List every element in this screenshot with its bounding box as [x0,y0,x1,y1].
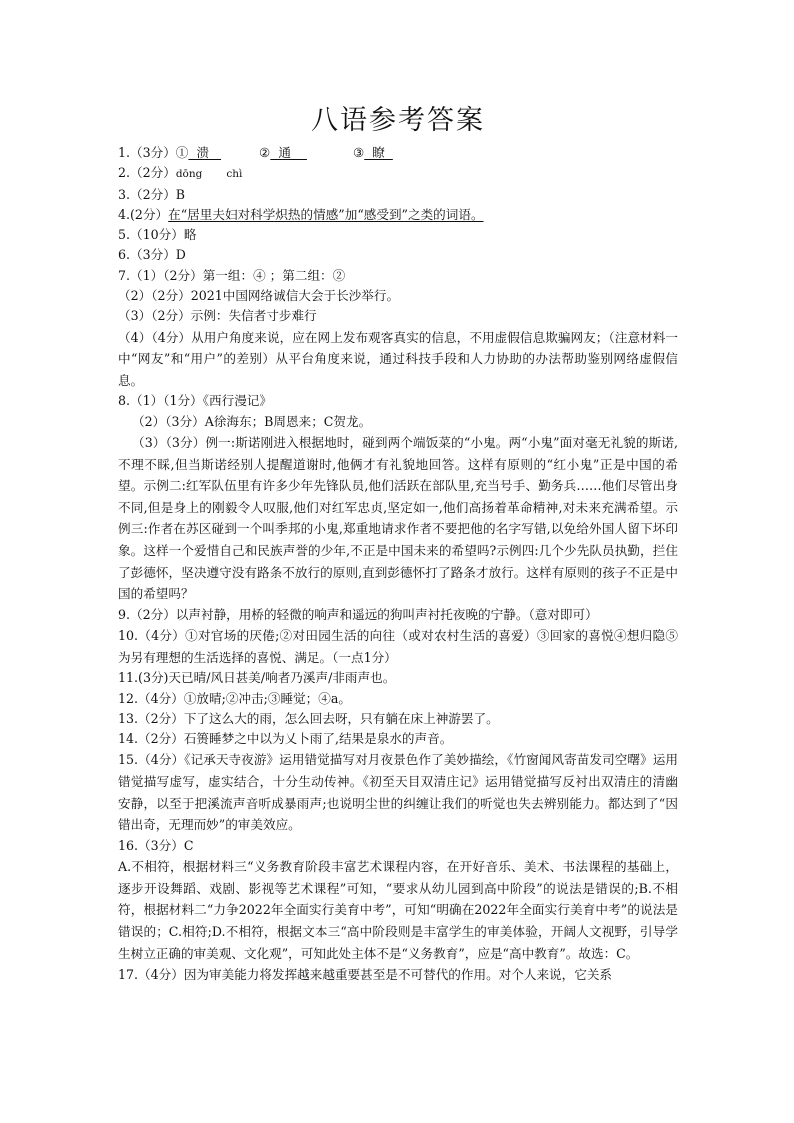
answer-q14: 14.（2分）石篑睡梦之中以为乂卜雨了,结果是泉水的声音。 [118,731,453,747]
answer-q9: 9.（2分）以声衬静，用桥的轻微的响声和遥远的狗叫声衬托夜晚的宁静。（意对即可） [118,606,598,622]
blank-answer-1: 溃 [188,145,222,160]
answer-q7-1: 7.（1）（2分）第一组：④ ；第二组：② [118,267,346,283]
answer-q4: 4.(2分）在“居里夫妇对科学炽热的情感”加“感受到”之类的词语。 [118,206,484,222]
blank-answer-3: 瞭 [364,145,393,160]
answer-q10: 10.（4分）①对官场的厌倦;②对田园生活的向往（或对农村生活的喜爱）③回家的喜悦④想归隐⑤为另有理想的生活选择的喜悦、满足。（一点1分） [118,628,678,665]
answer-q3: 3.（2分）B [118,186,186,202]
pinyin-2: chì [226,168,243,181]
answer-q8-1: 8.（1）（1分）《西行漫记》 [118,393,272,409]
answer-q7-2: （2）（2分）2021中国网络诚信大会于长沙举行。 [118,288,400,304]
answer-q17: 17.（4分）因为审美能力将发挥越来越重要甚至是不可替代的作用。对个人来说，它关系 [118,967,613,983]
pinyin-1: dōng [175,168,203,181]
answer-q5: 5.（10分）略 [118,227,197,243]
answer-q13: 13.（2分）下了这么大的雨，怎么回去呀，只有躺在床上神游罢了。 [118,710,499,726]
answer-q15: 15.（4分）《记承天寺夜游》运用错觉描写对月夜景色作了美妙描绘，《竹窗闻风寄苗发司空曙》运用错觉描写虚写，虚实结合，十分生动传神。《初至天目双清庄记》运用错觉描写反衬出双清庄的清幽安静，以至于把溪流声音听成暴雨声;也说明尘世的纠缠让我们的听觉也失去辨别能力。都达到了“因错出奇，无理而妙”的审美效应。 [118,752,678,833]
answer-page [118,98,678,986]
page-title: 八语参考答案 [311,105,485,136]
answer-q8-2: （2）（3分）A徐海东；B周恩来；C贺龙。 [132,413,372,429]
answer-q7-4: （4）（4分）从用户角度来说，应在网上发布观客真实的信息，不用虚假信息欺骗网友；（注意材料一中“网友”和“用户”的差别）从平台角度来说，通过科技手段和人力协助的办法帮助鉴别网络虚假信息。 [118,329,678,388]
answer-q8-3: （3）（3分）例一:斯诺刚进入根据地时，碰到两个端饭菜的“小鬼。两“小鬼”面对毫无礼貌的斯诺,不理不睬,但当斯诺经别人提醒道谢时,他俩才有礼貌地回答。这样有原则的“红小鬼”正是中国的希望。示例二:红军队伍里有许多少年先锋队员,他们活跃在部队里,充当号手、勤务兵……他们尽管出身不同,但是身上的刚毅令人叹服,他们对红军忠贞,坚定如一,他们高扬着革命精神,对未来充满希望。示例三:作者在苏区碰到一个叫季邦的小鬼,郑重地请求作者不要把他的名字写错,以免给外国人留下坏印象。这样一个爱惜自己和民族声誉的少年,不正是中国未来的希望吗?示例四:几个少先队员执勤，拦住了彭德怀，坚决遵守没有路条不放行的原则,直到彭德怀打了路条才放行。这样有原则的孩子不正是中国的希望吗？ [118,435,678,602]
blank-answer-2: 通 [270,145,307,160]
q4-answer-text: 在“居里夫妇对科学炽热的情感”加“感受到”之类的词语。 [168,206,484,222]
answer-q12: 12.（4分）①放晴;②冲击;③睡觉；④a。 [118,690,351,706]
answer-q16-1: 16.（3分）C [118,837,194,853]
answer-q6: 6.（3分）D [118,247,186,263]
answer-q2: 2.（2分）dōng chì [118,165,243,181]
answer-q11: 11.(3分)天已晴/风日甚美/响者乃溪声/非雨声也。 [118,670,396,686]
answer-q16-2: A.不相符，根据材料三“义务教育阶段丰富艺术课程内容，在开好音乐、美术、书法课程的基础上，逐步开设舞蹈、戏剧、影视等艺术课程”可知，“要求从幼儿园到高中阶段”的说法是错误的;B.不相符，根据材料二“力争2022年全面实行美育中考”，可知“明确在2022年全面实行美育中考”的说法是错误的；C.相符;D.不相符，根据文本三“高中阶段则是丰富学生的审美体验，开阔人文视野，引导学生树立正确的审美观、文化观”，可知此处主体不是“义务教育”，应是“高中教育”。故选：C。 [118,859,678,961]
answer-q7-3: （3）（2分）示例：失信者寸步难行 [118,308,317,324]
answer-q1: 1.（3分）① 溃 ② 通 ③ 瞭 [118,143,678,163]
